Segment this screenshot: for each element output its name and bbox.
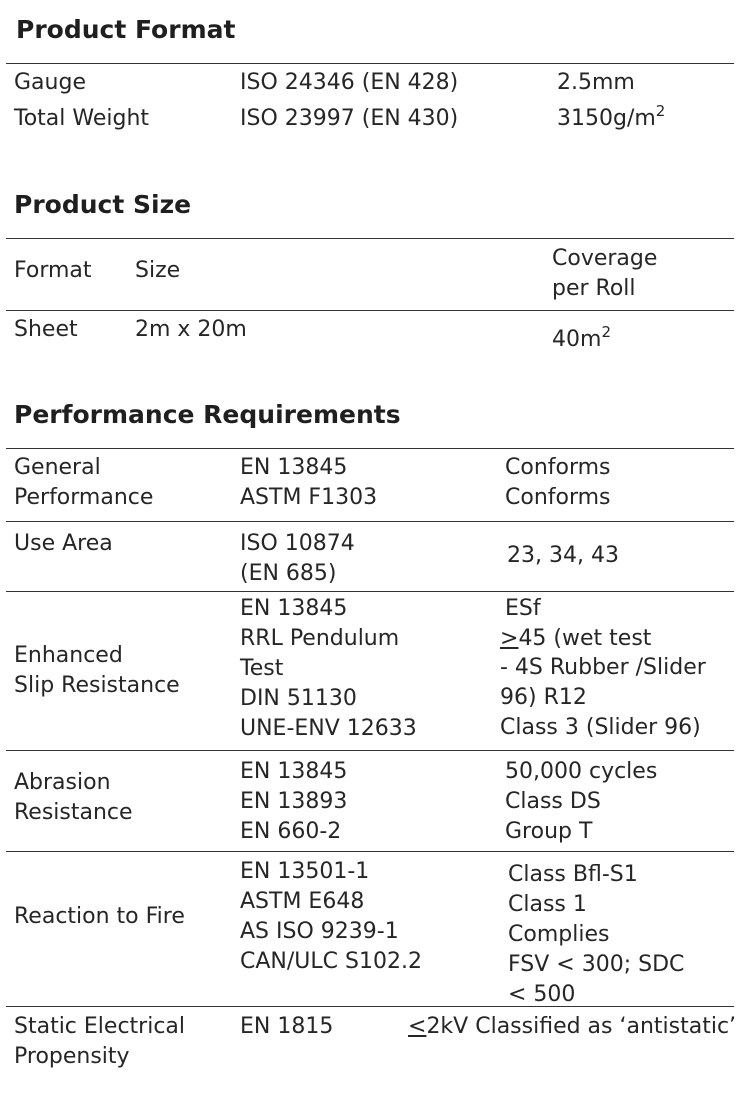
divider: [6, 63, 734, 64]
divider: [6, 238, 734, 239]
value-label: $3150g/m^2$: [557, 102, 666, 131]
value-label: >45 (wet test: [500, 626, 652, 651]
divider: [6, 448, 734, 449]
divider: [6, 750, 734, 751]
column-header-format: Format: [14, 258, 92, 283]
value-label: <2kV Classified as ‘antistatic’: [408, 1014, 737, 1039]
divider: [6, 591, 734, 592]
property-label: Use Area: [14, 531, 113, 556]
value-label: - 4S Rubber /Slider 96) R12 Class 3 (Slider 96): [500, 655, 706, 740]
value-label: Conforms Conforms: [505, 455, 611, 510]
product-size-heading: Product Size: [14, 190, 192, 219]
format-value: Sheet: [14, 317, 78, 342]
value-label: 2.5mm: [557, 70, 635, 95]
column-header-coverage: Coverage per Roll: [552, 246, 658, 301]
standard-label: EN 1815: [240, 1014, 334, 1039]
value-label: 50,000 cycles Class DS Group T: [505, 759, 658, 844]
column-header-size: Size: [135, 258, 181, 283]
property-label: Total Weight: [14, 106, 150, 131]
property-label: Gauge: [14, 70, 86, 95]
property-label: General Performance: [14, 455, 154, 510]
performance-heading: Performance Requirements: [14, 400, 401, 429]
standard-label: EN 13845 EN 13893 EN 660-2: [240, 759, 348, 844]
product-format-heading: Product Format: [16, 15, 236, 44]
coverage-value: $40m^2$: [552, 323, 611, 352]
divider: [6, 1006, 734, 1007]
standard-label: EN 13501-1 ASTM E648 AS ISO 9239-1 CAN/ULC S102.2: [240, 859, 422, 974]
property-label: Reaction to Fire: [14, 904, 185, 929]
property-label: Abrasion Resistance: [14, 770, 133, 825]
value-label: ESf: [505, 596, 541, 621]
divider: [6, 851, 734, 852]
standard-label: EN 13845 ASTM F1303: [240, 455, 378, 510]
value-label: Class Bfl-S1 Class 1 Complies FSV < 300; SDC < 500: [508, 862, 685, 1007]
property-label: Enhanced Slip Resistance: [14, 643, 180, 698]
size-value: 2m x 20m: [135, 317, 247, 342]
property-label: Static Electrical Propensity: [14, 1014, 186, 1069]
divider: [6, 310, 734, 311]
standard-label: EN 13845 RRL Pendulum Test DIN 51130 UNE-ENV 12633: [240, 596, 417, 741]
value-label: 23, 34, 43: [507, 543, 619, 568]
divider: [6, 521, 734, 522]
standard-label: ISO 24346 (EN 428): [240, 70, 459, 95]
standard-label: ISO 23997 (EN 430): [240, 106, 459, 131]
standard-label: ISO 10874 (EN 685): [240, 531, 355, 586]
